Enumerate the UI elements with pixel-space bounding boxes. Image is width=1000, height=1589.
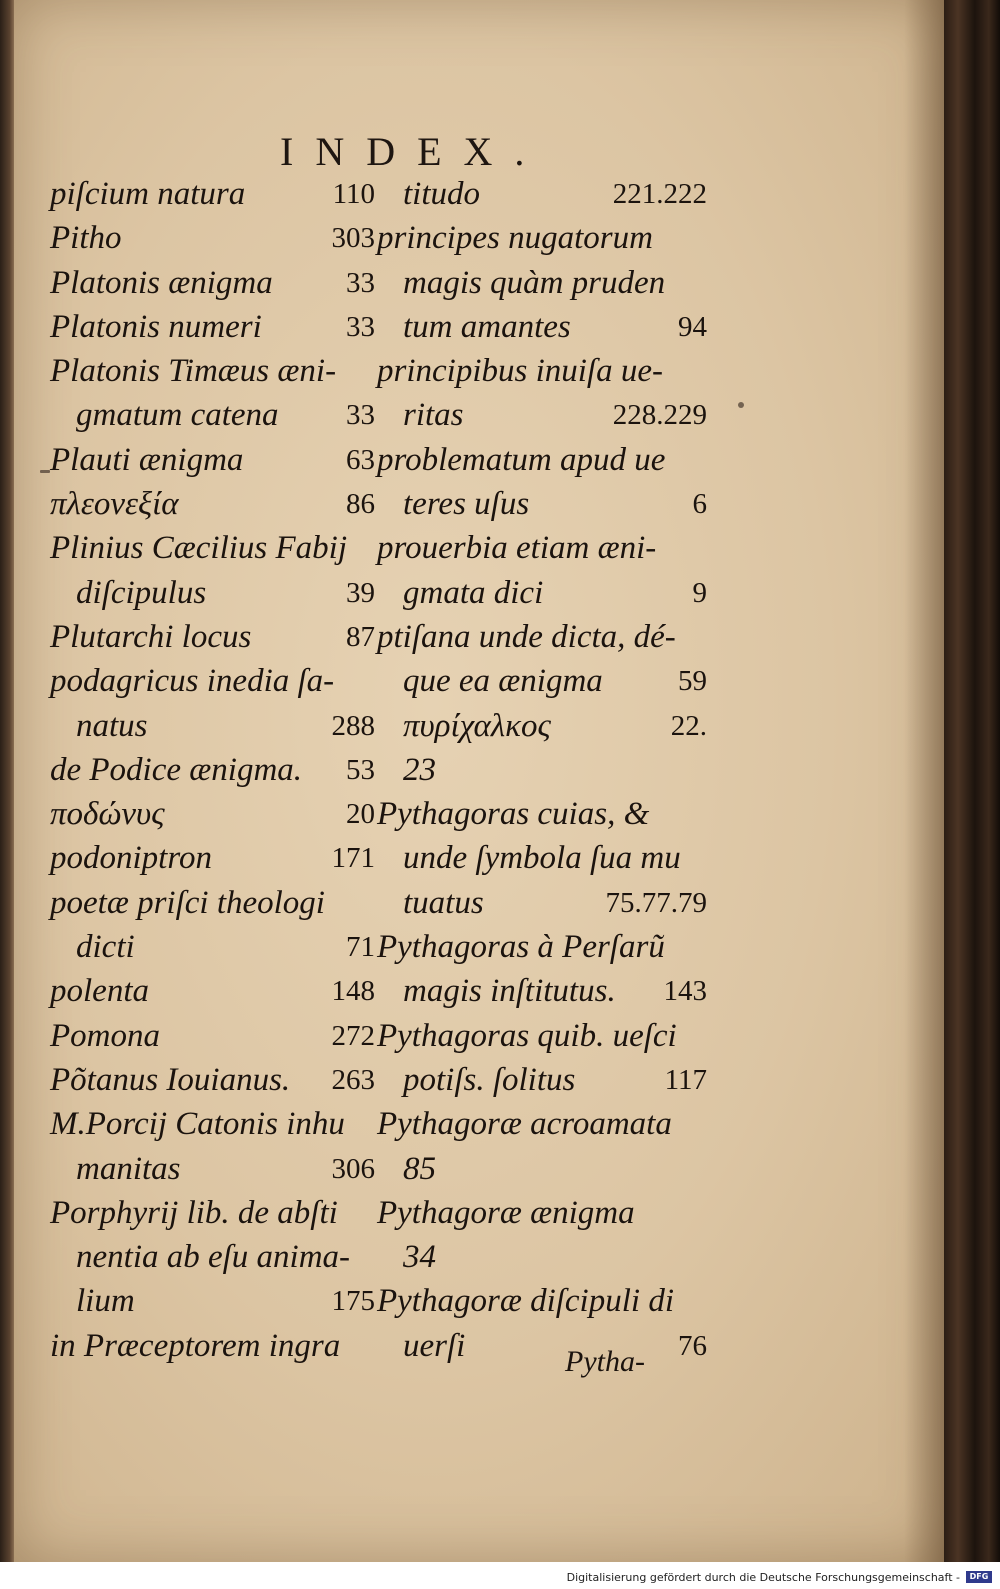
page-reference: 22. (670, 709, 707, 742)
index-entry (50, 571, 375, 615)
index-entry (50, 704, 375, 748)
page-reference: 306 (331, 1152, 375, 1185)
page-reference: 39 (346, 576, 375, 609)
page-reference: 94 (678, 310, 707, 343)
page-reference: 20 (346, 798, 375, 831)
entry-text: piſcium natura (50, 176, 246, 212)
entry-text: gmata dici (403, 574, 544, 611)
index-entry (50, 836, 375, 880)
page-reference: 228.229 (612, 399, 707, 432)
entry-text: problematum apud ue (377, 441, 666, 478)
page-reference: 263 (331, 1063, 375, 1096)
entry-text: Pitho (50, 220, 122, 257)
index-entry (377, 1058, 707, 1102)
index-entry (50, 482, 375, 526)
entry-text: tuatus (403, 884, 484, 921)
page-reference: 288 (331, 709, 375, 742)
entry-text: uerſi (403, 1327, 466, 1364)
index-entry (50, 925, 375, 969)
page-reference: 171 (331, 842, 375, 875)
index-entry (377, 349, 707, 393)
page-reference: 33 (346, 399, 375, 432)
index-entry (377, 881, 707, 925)
index-entry (50, 1324, 375, 1368)
index-entry (50, 881, 375, 925)
index-entry (377, 216, 707, 260)
entry-text: Pythagoras à Perſarũ (377, 929, 665, 966)
page-reference: 87 (346, 620, 375, 653)
index-entry (50, 1014, 375, 1058)
index-entry (377, 1324, 707, 1368)
index-entry (50, 305, 375, 349)
entry-text: teres uſus (403, 486, 530, 523)
index-entry (50, 1235, 375, 1279)
index-entry (377, 1235, 707, 1279)
index-entry (50, 1279, 375, 1323)
index-entry (377, 836, 707, 880)
page-reference: 221.222 (612, 178, 707, 210)
index-entry (377, 393, 707, 437)
entry-text: 23 (403, 751, 436, 788)
page-reference: 33 (346, 310, 375, 343)
entry-text: Plutarchi locus (50, 618, 252, 655)
entry-text: magis inſtitutus. (403, 973, 616, 1010)
page-reference: 272 (331, 1019, 375, 1052)
page-reference: 53 (346, 753, 375, 786)
entry-text: Põtanus Iouianus. (50, 1061, 291, 1098)
entry-text: Pythagoræ ænigma (377, 1194, 635, 1231)
ink-mark (40, 470, 50, 473)
entry-text: podagricus inedia ſa- (50, 663, 335, 700)
index-entry (377, 748, 707, 792)
entry-text: Plinius Cæcilius Fabij (50, 530, 348, 567)
entry-text: tum amantes (403, 308, 571, 345)
page-reference: 117 (664, 1063, 707, 1096)
index-entry (377, 792, 707, 836)
index-entry (377, 482, 707, 526)
page-reference: 75.77.79 (605, 886, 707, 919)
entry-text: manitas (76, 1150, 181, 1187)
page-shadow (904, 0, 944, 1562)
index-entry (377, 172, 707, 216)
index-entry (50, 969, 375, 1013)
running-head: INDEX. (280, 129, 547, 174)
page-reference: 63 (346, 443, 375, 476)
index-entry (377, 615, 707, 659)
index-entry (50, 615, 375, 659)
page-reference: 303 (331, 222, 375, 255)
index-entry (50, 216, 375, 260)
entry-text: unde ſymbola ſua mu (403, 840, 681, 877)
index-entry (377, 438, 707, 482)
index-entry (50, 172, 375, 216)
entry-text: magis quàm pruden (403, 264, 666, 301)
entry-text: in Præceptorem ingra (50, 1327, 341, 1364)
index-entry (377, 1147, 707, 1191)
entry-text: Pythagoras cuias, & (377, 796, 650, 833)
entry-text: 85 (403, 1150, 436, 1187)
entry-text: poetæ priſci theologi (50, 884, 325, 921)
entry-text: titudo (403, 176, 481, 212)
entry-text: diſcipulus (76, 574, 207, 611)
entry-text: prouerbia etiam æni- (377, 530, 657, 567)
index-entry (377, 1014, 707, 1058)
dfg-logo: DFG (966, 1571, 992, 1583)
index-entry (50, 1147, 375, 1191)
entry-text: polenta (50, 973, 149, 1010)
entry-text: ποδώνυς (50, 796, 165, 833)
index-entry (377, 704, 707, 748)
entry-text: Pythagoræ acroamata (377, 1106, 672, 1143)
index-entry (377, 305, 707, 349)
entry-text: Platonis Timæus æni- (50, 353, 337, 390)
index-column-right (377, 172, 707, 1368)
page-reference: 71 (346, 931, 375, 964)
page-reference: 59 (678, 665, 707, 698)
index-entry (377, 1191, 707, 1235)
entry-text: principibus inuiſa ue- (377, 353, 663, 390)
entry-text: podoniptron (50, 840, 212, 877)
page-reference: 110 (332, 178, 375, 210)
index-entry (377, 659, 707, 703)
index-entry (50, 659, 375, 703)
entry-text: potiſs. ſolitus (403, 1061, 576, 1098)
entry-text: dicti (76, 929, 135, 966)
entry-text: gmatum catena (76, 397, 279, 434)
entry-text: nentia ab eſu anima- (76, 1239, 351, 1276)
page-reference: 76 (678, 1329, 707, 1362)
scan-edge (0, 0, 14, 1562)
index-entry (377, 969, 707, 1013)
page-reference: 33 (346, 266, 375, 299)
entry-text: Pythagoræ diſcipuli di (377, 1283, 674, 1320)
entry-text: Plauti ænigma (50, 441, 244, 478)
index-entry (50, 526, 375, 570)
entry-text: 34 (403, 1239, 436, 1276)
entry-text: πλεονεξία (50, 486, 179, 523)
book-binding (944, 0, 1000, 1562)
entry-text: Pythagoras quib. ueſci (377, 1017, 677, 1054)
index-entry (377, 1102, 707, 1146)
index-entry (50, 393, 375, 437)
entry-text: de Podice ænigma. (50, 751, 303, 788)
index-entry (50, 1102, 375, 1146)
entry-text: lium (76, 1283, 135, 1320)
entry-text: ritas (403, 397, 464, 434)
index-entry (377, 526, 707, 570)
page-reference: 143 (663, 975, 707, 1008)
index-entry (377, 1279, 707, 1323)
entry-text: natus (76, 707, 148, 744)
entry-text: Pomona (50, 1017, 160, 1054)
index-entry (50, 792, 375, 836)
index-entry (377, 261, 707, 305)
entry-text: principes nugatorum (377, 220, 653, 257)
page-reference: 9 (692, 576, 707, 609)
index-entry (50, 748, 375, 792)
index-entry (50, 261, 375, 305)
index-entry (50, 1191, 375, 1235)
entry-text: πυρίχαλκος (403, 707, 551, 744)
index-column-left (50, 172, 375, 1368)
footer-credit: Digitalisierung gefördert durch die Deutsche Forschungsgemeinschaft - (566, 1571, 960, 1584)
page-reference: 148 (331, 975, 375, 1008)
index-entry (50, 349, 375, 393)
index-entry (377, 571, 707, 615)
ink-speck (738, 402, 744, 408)
entry-text: M.Porcij Catonis inhu (50, 1106, 345, 1143)
page-reference: 6 (692, 488, 707, 521)
index-entry (377, 925, 707, 969)
entry-text: Porphyrij lib. de abſti (50, 1194, 338, 1231)
entry-text: Platonis numeri (50, 308, 262, 345)
catchword: Pytha- (565, 1345, 645, 1378)
entry-text: Platonis ænigma (50, 264, 273, 301)
page-reference: 175 (331, 1285, 375, 1318)
index-entry (50, 1058, 375, 1102)
entry-text: ptiſana unde dicta, dé- (377, 618, 676, 655)
entry-text: que ea ænigma (403, 663, 603, 700)
index-entry (50, 438, 375, 482)
page-reference: 86 (346, 488, 375, 521)
